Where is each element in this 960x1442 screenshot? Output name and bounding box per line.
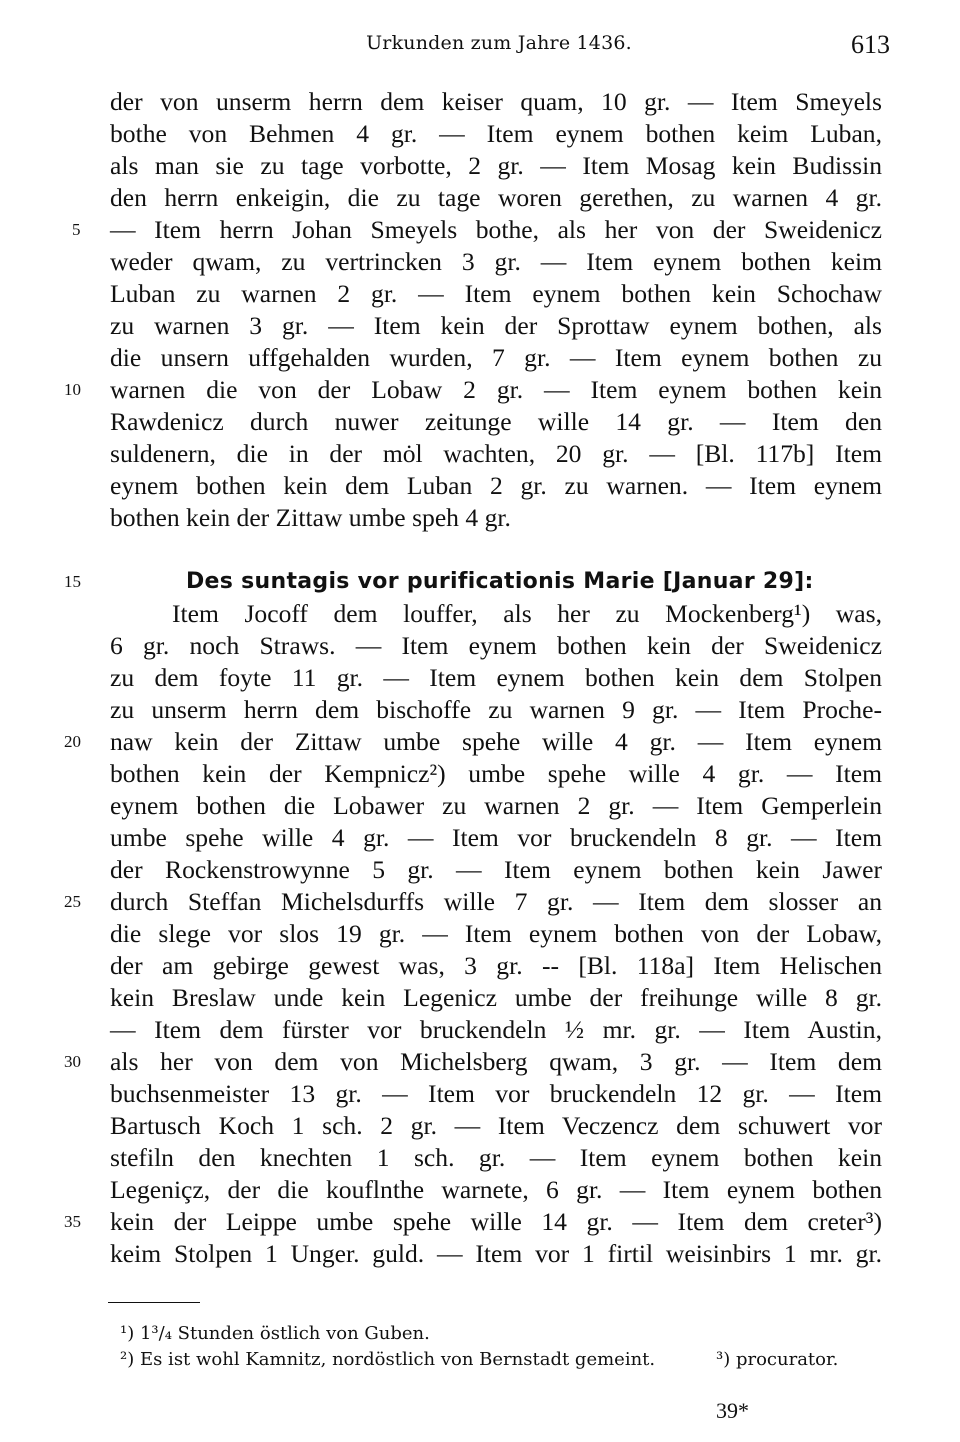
- text-line: zu unserm herrn dem bischoffe zu warnen 9 gr. — Item Proche-: [110, 695, 882, 724]
- line-number: 10: [64, 380, 81, 399]
- text-line: Rawdenicz durch nuwer zeitunge wille 14 gr. — Item den: [110, 407, 882, 436]
- text-line: warnen die von der Lobaw 2 gr. — Item eynem bothen kein: [110, 375, 882, 404]
- text-line: die unsern uffgehalden wurden, 7 gr. — Item eynem bothen zu: [110, 343, 882, 372]
- page-header: [108, 30, 890, 66]
- text-line: durch Steffan Michelsdurffs wille 7 gr. — Item dem slosser an: [110, 887, 882, 916]
- text-line: eynem bothen kein dem Luban 2 gr. zu warnen. — Item eynem: [110, 471, 882, 500]
- text-line: — Item herrn Johan Smeyels bothe, als her von der Sweidenicz: [110, 215, 882, 244]
- text-line: den herrn enkeigin, die zu tage woren gerethen, zu warnen 4 gr.: [110, 183, 882, 212]
- text-line: — Item dem fürster vor bruckendeln ½ mr. gr. — Item Austin,: [110, 1015, 882, 1044]
- text-line: kein der Leippe umbe spehe wille 14 gr. — Item dem creter³): [110, 1207, 882, 1236]
- text-line: als her von dem von Michelsberg qwam, 3 gr. — Item dem: [110, 1047, 882, 1076]
- text-line: 6 gr. noch Straws. — Item eynem bothen kein der Sweidenicz: [110, 631, 882, 660]
- text-line: als man sie zu tage vorbotte, 2 gr. — Item Mosag kein Budissin: [110, 151, 882, 180]
- text-line: stefiln den knechten 1 sch. gr. — Item eynem bothen kein: [110, 1143, 882, 1172]
- line-number: 30: [64, 1052, 81, 1071]
- text-line: naw kein der Zittaw umbe spehe wille 4 gr. — Item eynem: [110, 727, 882, 756]
- text-line: weder qwam, zu vertrincken 3 gr. — Item eynem bothen keim: [110, 247, 882, 276]
- text-line: umbe spehe wille 4 gr. — Item vor bruckendeln 8 gr. — Item: [110, 823, 882, 852]
- text-line: Luban zu warnen 2 gr. — Item eynem bothen kein Schochaw: [110, 279, 882, 308]
- text-line: kein Breslaw unde kein Legenicz umbe der freihunge wille 8 gr.: [110, 983, 882, 1012]
- section-heading: Des suntagis vor purificationis Marie [Januar 29]:: [186, 569, 814, 594]
- text-line: Legeniçz, der die kouflnthe warnete, 6 gr. — Item eynem bothen: [110, 1175, 882, 1204]
- text-line: keim Stolpen 1 Unger. guld. — Item vor 1 firtil weisinbirs 1 mr. gr.: [110, 1239, 882, 1268]
- text-line: bothe von Behmen 4 gr. — Item eynem bothen keim Luban,: [110, 119, 882, 148]
- text-line: der am gebirge gewest was, 3 gr. -- [Bl. 118a] Item Helischen: [110, 951, 882, 980]
- text-line: zu warnen 3 gr. — Item kein der Sprottaw eynem bothen, als: [110, 311, 882, 340]
- text-line: zu dem foyte 11 gr. — Item eynem bothen kein dem Stolpen: [110, 663, 882, 692]
- line-number: 20: [64, 732, 81, 751]
- text-line: eynem bothen die Lobawer zu warnen 2 gr. — Item Gemperlein: [110, 791, 882, 820]
- line-number: 25: [64, 892, 81, 911]
- footnote-rule: [108, 1302, 200, 1303]
- text-line: bothen kein der Kempnicz²) umbe spehe wille 4 gr. — Item: [110, 759, 882, 788]
- text-line: suldenern, die in der mȯl wachten, 20 gr. — [Bl. 117b] Item: [110, 439, 882, 468]
- text-line: der Rockenstrowynne 5 gr. — Item eynem bothen kein Jawer: [110, 855, 882, 884]
- line-number: 15: [64, 572, 81, 591]
- text-line: Item Jocoff dem louffer, als her zu Mockenberg¹) was,: [172, 599, 882, 628]
- line-number: 5: [72, 220, 81, 239]
- text-line: bothen kein der Zittaw umbe speh 4 gr.: [110, 503, 511, 532]
- footnote-3: ³) procurator.: [716, 1349, 839, 1370]
- signature-mark: 39*: [716, 1398, 749, 1423]
- page-number: 613: [851, 30, 890, 59]
- footnote-1: ¹) 1³/₄ Stunden östlich von Guben.: [120, 1323, 430, 1344]
- running-head: Urkunden zum Jahre 1436.: [366, 32, 632, 54]
- text-line: buchsenmeister 13 gr. — Item vor bruckendeln 12 gr. — Item: [110, 1079, 882, 1108]
- text-line: die slege vor slos 19 gr. — Item eynem bothen von der Lobaw,: [110, 919, 882, 948]
- footnote-2: ²) Es ist wohl Kamnitz, nordöstlich von Bernstadt gemeint.: [120, 1349, 656, 1370]
- line-number: 35: [64, 1212, 81, 1231]
- text-line: Bartusch Koch 1 sch. 2 gr. — Item Veczencz dem schuwert vor: [110, 1111, 882, 1140]
- text-line: der von unserm herrn dem keiser quam, 10 gr. — Item Smeyels: [110, 87, 882, 116]
